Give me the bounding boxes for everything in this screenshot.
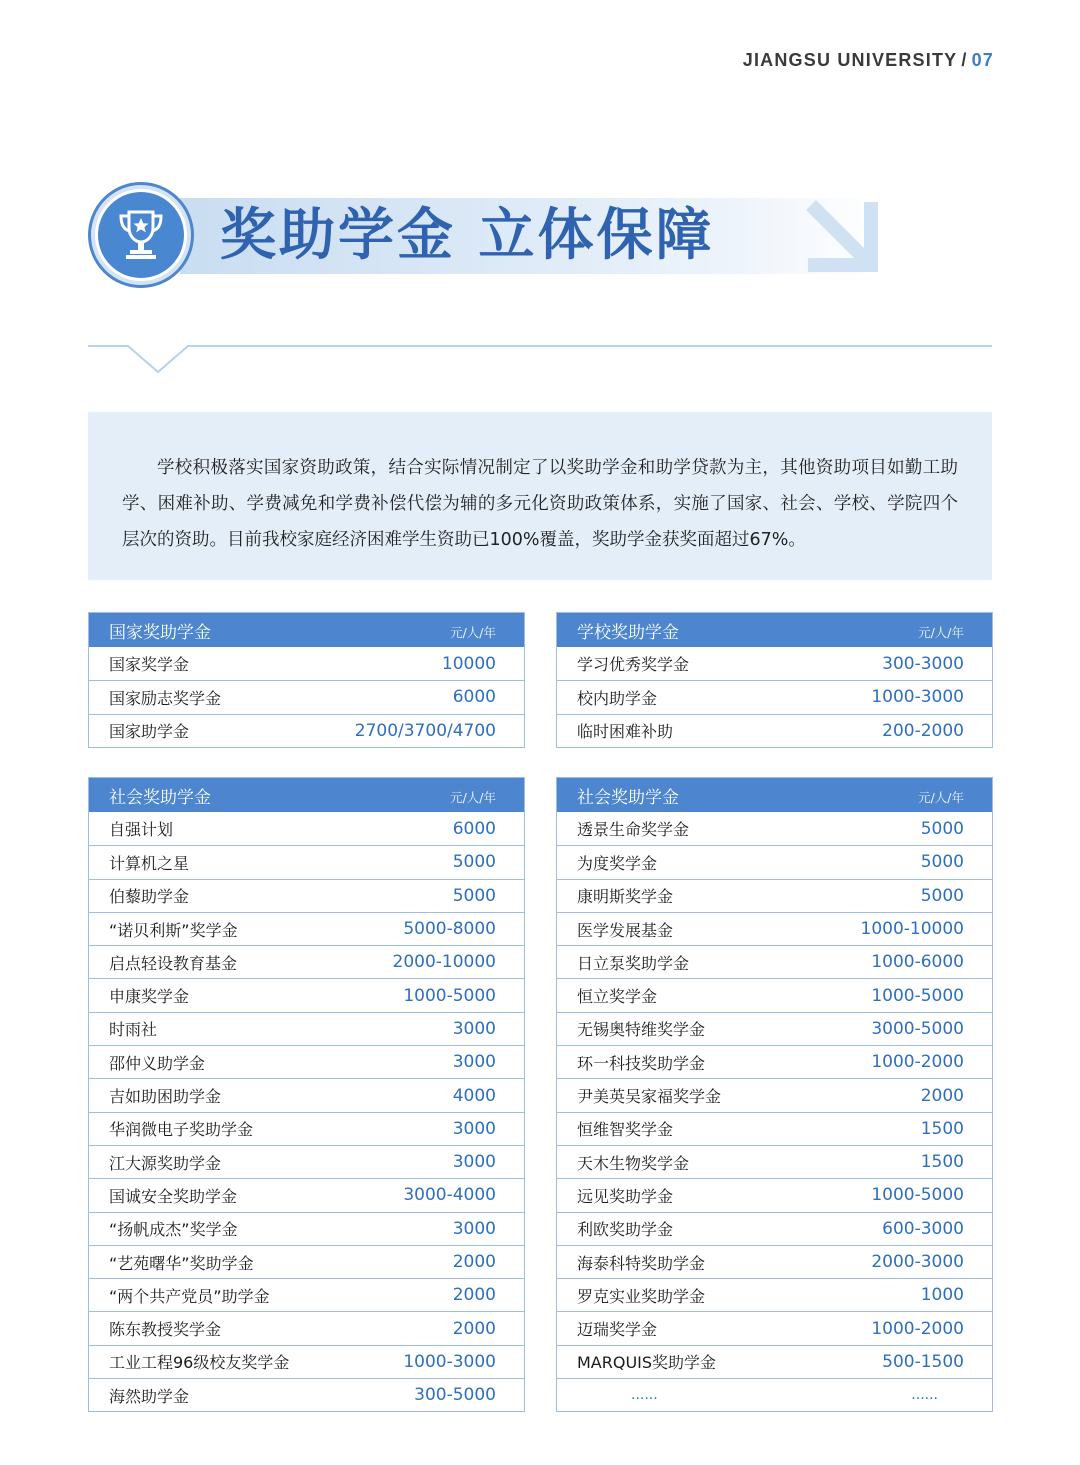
- row-name: 日立泵奖助学金: [577, 953, 690, 973]
- row-value: 3000: [452, 1118, 496, 1139]
- table-row-more: [557, 1378, 992, 1411]
- table-row: [89, 680, 524, 713]
- row-value: 3000: [452, 1052, 496, 1073]
- row-value: 1000-3000: [403, 1351, 496, 1372]
- row-value: 300-5000: [414, 1385, 496, 1406]
- row-value: 4000: [452, 1085, 496, 1106]
- row-value: 5000: [920, 885, 964, 906]
- row-name: 江大源奖助学金: [109, 1153, 222, 1173]
- table-row: [557, 1212, 992, 1245]
- row-value: 2700/3700/4700: [354, 720, 496, 741]
- table-row: [557, 1278, 992, 1311]
- table-row: [557, 812, 992, 845]
- row-value: 3000: [452, 1218, 496, 1239]
- row-name: 工业工程96级校友奖学金: [109, 1353, 290, 1373]
- table-row: [89, 1212, 524, 1245]
- table-row: [557, 714, 992, 747]
- row-value: 1000-5000: [871, 985, 964, 1006]
- row-name: 环一科技奖助学金: [577, 1053, 706, 1073]
- row-value: 1000-2000: [871, 1318, 964, 1339]
- table-row: [89, 1278, 524, 1311]
- row-value: 5000: [920, 818, 964, 839]
- row-value: 3000-4000: [403, 1185, 496, 1206]
- table-row: [89, 1378, 524, 1411]
- table-row: [557, 1145, 992, 1178]
- table-row: [89, 647, 524, 680]
- table-row: [89, 1245, 524, 1278]
- table-row: [89, 1178, 524, 1211]
- row-value: 2000: [920, 1085, 964, 1106]
- row-name: MARQUIS奖助学金: [577, 1353, 717, 1373]
- table-row: [89, 1078, 524, 1111]
- table-header: [557, 613, 992, 647]
- row-value: ......: [911, 1387, 938, 1404]
- row-value: 500-1500: [882, 1351, 964, 1372]
- row-name: 透景生命奖学金: [577, 820, 690, 840]
- row-value: 1000-10000: [860, 919, 964, 940]
- row-name: 自强计划: [109, 820, 174, 840]
- section-divider: [88, 340, 992, 376]
- university-name: JIANGSU UNIVERSITY: [742, 50, 958, 70]
- table-row: [89, 1145, 524, 1178]
- row-name: 利欧奖助学金: [577, 1220, 674, 1240]
- row-name: 远见奖助学金: [577, 1186, 674, 1206]
- header-separator: /: [961, 50, 968, 70]
- row-value: 3000-5000: [871, 1018, 964, 1039]
- row-value: 2000: [452, 1318, 496, 1339]
- row-value: 2000: [452, 1285, 496, 1306]
- row-name: “扬帆成杰”奖学金: [109, 1220, 238, 1240]
- row-name: “两个共产党员”助学金: [109, 1286, 270, 1306]
- table-row: [89, 912, 524, 945]
- row-name: 国家助学金: [109, 722, 190, 742]
- row-value: 5000: [920, 852, 964, 873]
- table-row: [89, 812, 524, 845]
- row-name: 计算机之星: [109, 853, 190, 873]
- table-row: [89, 845, 524, 878]
- row-name: 国家励志奖学金: [109, 688, 222, 708]
- table-row: [557, 1045, 992, 1078]
- row-value: 1000-3000: [871, 687, 964, 708]
- table-title: 国家奖助学金: [109, 622, 211, 643]
- table-row: [89, 978, 524, 1011]
- row-name: ......: [631, 1387, 658, 1404]
- row-name: 迈瑞奖学金: [577, 1320, 658, 1340]
- table-row: [557, 945, 992, 978]
- row-name: 启点轻设教育基金: [109, 953, 238, 973]
- table-row: [557, 845, 992, 878]
- row-name: 陈东教授奖学金: [109, 1320, 222, 1340]
- row-name: 为度奖学金: [577, 853, 658, 873]
- table-row: [557, 879, 992, 912]
- table-title: 社会奖助学金: [109, 787, 211, 808]
- row-value: 1000: [920, 1285, 964, 1306]
- row-name: 尹美英吴家福奖学金: [577, 1087, 722, 1107]
- page-number: 07: [971, 50, 994, 70]
- row-name: 学习优秀奖学金: [577, 655, 690, 675]
- table-header: [89, 613, 524, 647]
- table-row: [557, 647, 992, 680]
- row-value: 10000: [441, 653, 496, 674]
- intro-text: 学校积极落实国家资助政策，结合实际情况制定了以奖助学金和助学贷款为主，其他资助项目如勤工助学、困难补助、学费减免和学费补偿代偿为辅的多元化资助政策体系，实施了国家、社会、学校、学院四个层次的资助。目前我校家庭经济困难学生资助已100%覆盖，奖助学金获奖面超过67%。: [122, 458, 958, 550]
- row-value: 200-2000: [882, 720, 964, 741]
- table-row: [89, 1311, 524, 1344]
- row-value: 2000: [452, 1252, 496, 1272]
- row-name: 邵仲义助学金: [109, 1053, 206, 1073]
- row-value: 3000: [452, 1018, 496, 1039]
- row-value: 6000: [452, 687, 496, 708]
- row-name: 申康奖学金: [109, 987, 190, 1007]
- school-scholarship-table: [556, 612, 993, 748]
- table-row: [89, 714, 524, 747]
- table-header: [557, 778, 992, 812]
- table-unit: 元/人/年: [450, 625, 496, 640]
- row-name: 时雨社: [109, 1020, 158, 1040]
- row-name: 临时困难补助: [577, 722, 674, 742]
- row-value: 5000: [452, 852, 496, 873]
- row-value: 2000-10000: [392, 952, 496, 973]
- social-scholarship-table-right: [556, 777, 993, 1412]
- table-row: [557, 1311, 992, 1344]
- row-value: 1000-6000: [871, 952, 964, 973]
- row-name: 吉如助困助学金: [109, 1087, 222, 1107]
- row-value: 1500: [920, 1118, 964, 1139]
- table-row: [89, 1112, 524, 1145]
- row-name: 国诚安全奖助学金: [109, 1186, 238, 1206]
- intro-box: [88, 412, 992, 580]
- table-row: [89, 1345, 524, 1378]
- row-value: 1500: [920, 1152, 964, 1173]
- row-name: 天木生物奖学金: [577, 1153, 690, 1173]
- row-value: 6000: [452, 818, 496, 839]
- row-value: 1000-5000: [871, 1185, 964, 1206]
- table-row: [557, 680, 992, 713]
- table-title: 学校奖助学金: [577, 622, 679, 643]
- social-scholarship-table-left: [88, 777, 525, 1412]
- row-name: 海泰科特奖助学金: [577, 1253, 706, 1273]
- badge: [98, 192, 184, 278]
- table-header: [89, 778, 524, 812]
- table-row: [557, 1012, 992, 1045]
- row-value: 5000: [452, 885, 496, 906]
- row-name: 校内助学金: [577, 688, 658, 708]
- row-name: “艺苑曙华”奖助学金: [109, 1253, 254, 1273]
- row-value: 5000-8000: [403, 919, 496, 940]
- row-name: 医学发展基金: [577, 920, 674, 940]
- row-name: 罗克实业奖助学金: [577, 1286, 706, 1306]
- row-name: 海然助学金: [109, 1386, 190, 1406]
- national-scholarship-table: [88, 612, 525, 748]
- row-name: 华润微电子奖助学金: [109, 1120, 254, 1140]
- table-row: [557, 978, 992, 1011]
- table-unit: 元/人/年: [918, 625, 964, 640]
- table-row: [557, 1078, 992, 1111]
- row-value: 300-3000: [882, 653, 964, 674]
- row-value: 1000-5000: [403, 985, 496, 1006]
- table-unit: 元/人/年: [918, 790, 964, 805]
- table-title: 社会奖助学金: [577, 787, 679, 808]
- trophy-icon: [116, 208, 166, 262]
- row-name: 无锡奥特维奖学金: [577, 1020, 706, 1040]
- table-row: [89, 1045, 524, 1078]
- row-value: 600-3000: [882, 1218, 964, 1239]
- row-name: 康明斯奖学金: [577, 887, 674, 907]
- table-row: [557, 1112, 992, 1145]
- row-name: “诺贝利斯”奖学金: [109, 920, 238, 940]
- table-row: [89, 1012, 524, 1045]
- page-header: [743, 50, 994, 71]
- table-unit: 元/人/年: [450, 790, 496, 805]
- arrow-down-right-icon: [804, 196, 882, 276]
- table-row: [89, 879, 524, 912]
- page-title: 奖助学金 立体保障: [220, 203, 715, 268]
- row-value: 2000-3000: [871, 1252, 964, 1272]
- row-name: 伯藜助学金: [109, 887, 190, 907]
- row-name: 恒维智奖学金: [577, 1120, 674, 1140]
- row-value: 3000: [452, 1152, 496, 1173]
- table-row: [557, 1178, 992, 1211]
- row-name: 恒立奖学金: [577, 987, 658, 1007]
- row-name: 国家奖学金: [109, 655, 190, 675]
- table-row: [557, 1345, 992, 1378]
- table-row: [557, 1245, 992, 1278]
- table-row: [89, 945, 524, 978]
- table-row: [557, 912, 992, 945]
- row-value: 1000-2000: [871, 1052, 964, 1073]
